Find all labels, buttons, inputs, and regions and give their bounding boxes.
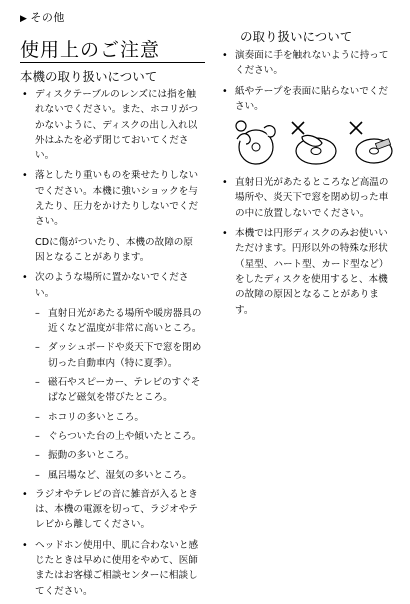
note-paragraph: CDに傷がついたり、本機の故障の原因となることがあります。 bbox=[35, 236, 193, 263]
right-list-bottom bbox=[222, 175, 397, 318]
sub-list-item: – ホコリの多いところ。 bbox=[22, 410, 202, 425]
section-label: その他 bbox=[30, 11, 65, 24]
list-item: • 演奏面に手を触れないように持ってください。 bbox=[222, 48, 397, 79]
right-section-heading: の取り扱いについて bbox=[240, 29, 353, 44]
sub-list-item: – 風呂場など、湿気の多いところ。 bbox=[22, 468, 202, 483]
list-item: • 次のような場所に置かないでください。 bbox=[22, 270, 202, 301]
list-item: • 本機では円形ディスクのみお使いいただけます。円形以外の特殊な形状（星型、ハート型、カード型など）をしたディスクを使用すると、本機の故障の原因となることがあります。 bbox=[222, 226, 397, 318]
left-section-heading: 本機の取り扱いについて bbox=[20, 69, 158, 84]
list-item: • ヘッドホン使用中、肌に合わないと感じたときは早めに使用をやめて、医師またはお客様ご相談センターに相談してください。 bbox=[22, 538, 202, 599]
disc-touch-wrong-illustration bbox=[288, 119, 340, 167]
disc-tape-wrong-illustration bbox=[346, 119, 396, 167]
disc-hold-correct-illustration bbox=[234, 119, 282, 167]
sub-list-item: – 磁石やスピーカー、テレビのすぐそばなど磁気を帯びたところ。 bbox=[22, 375, 202, 406]
left-column bbox=[22, 87, 202, 604]
right-list-top bbox=[222, 48, 397, 114]
triangle-right-icon: ▶ bbox=[20, 14, 28, 24]
disc-illustrations bbox=[222, 119, 397, 171]
title-divider bbox=[20, 62, 205, 63]
page-title: 使用上のご注意 bbox=[20, 39, 161, 61]
list-item: • ラジオやテレビの音に雑音が入るときは、本機の電源を切って、ラジオやテレビから離してください。 bbox=[22, 487, 202, 533]
list-item: • ディスクテーブルのレンズには指を触れないでください。また、ホコリがつかないように、ディスクの出し入れ以外はふたを必ず閉じておいてください。 bbox=[22, 87, 202, 163]
list-item: • 落としたり重いものを乗せたりしないでください。本機に強いショックを与えたり、圧力をかけたりしないでください。 bbox=[22, 168, 202, 229]
right-column bbox=[222, 48, 397, 323]
section-tag bbox=[20, 9, 65, 25]
list-item: • 直射日光があたるところなど高温の場所や、炎天下で窓を閉め切った車の中に放置しないでください。 bbox=[222, 175, 397, 221]
sub-list-item: – 振動の多いところ。 bbox=[22, 448, 202, 463]
sub-list-item: – ダッシュボードや炎天下で窓を閉め切った自動車内（特に夏季）。 bbox=[22, 340, 202, 371]
list-item: • 紙やテープを表面に貼らないでください。 bbox=[222, 84, 397, 115]
sub-list-item: – ぐらついた台の上や傾いたところ。 bbox=[22, 429, 202, 444]
sub-list-item: – 直射日光があたる場所や暖房器具の近くなど温度が非常に高いところ。 bbox=[22, 306, 202, 337]
